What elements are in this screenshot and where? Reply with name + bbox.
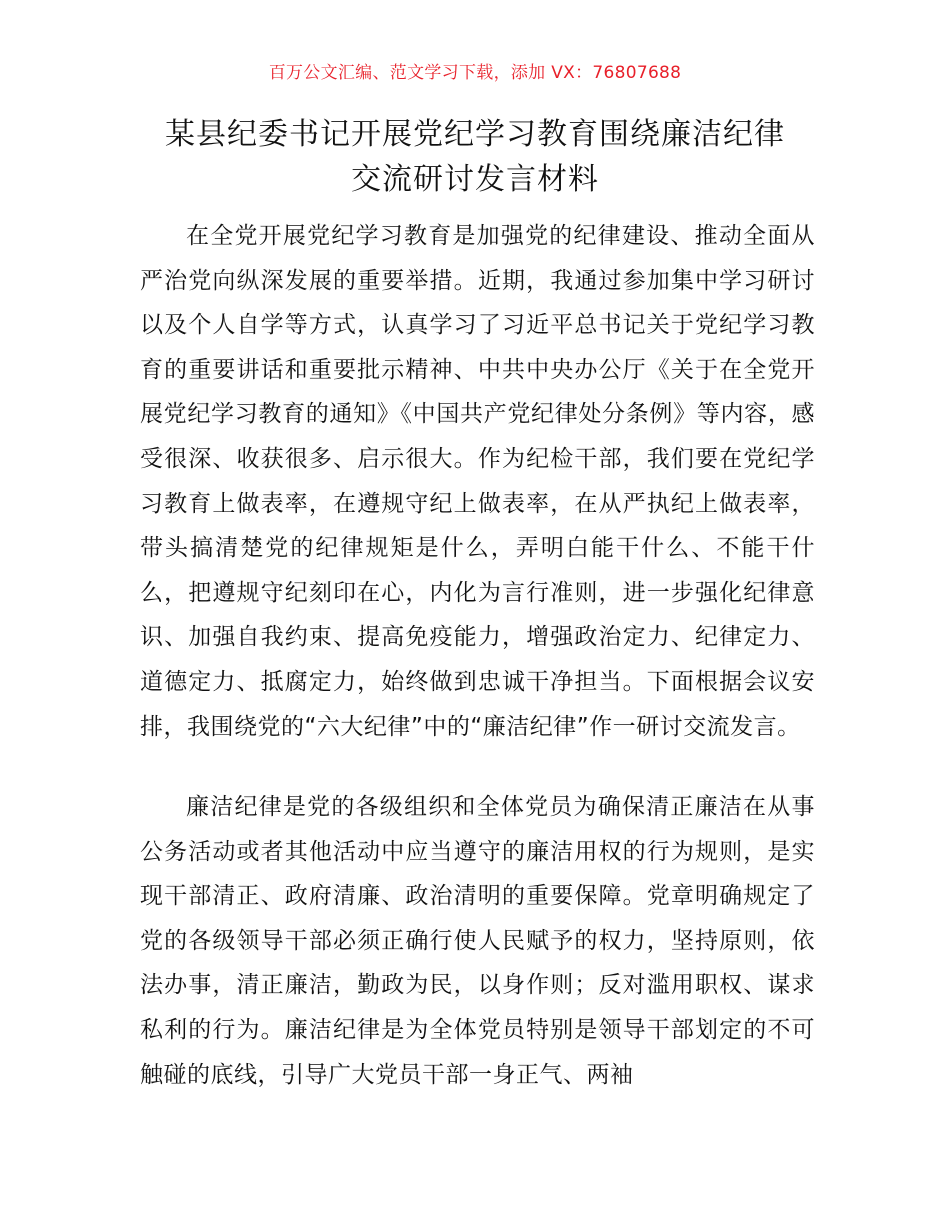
body-paragraph-2: 廉洁纪律是党的各级组织和全体党员为确保清正廉洁在从事公务活动或者其他活动中应当遵守的廉洁用权的行为规则，是实现干部清正、政府清廉、政治清明的重要保障。党章明确规定了党的各级领导干部必须正确行使人民赋予的权力，坚持原则，依法办事，清正廉洁，勤政为民，以身作则；反对滥用职权、谋求私利的行为。廉洁纪律是为全体党员特别是领导干部划定的不可触碰的底线，引导广大党员干部一身正气、两袖 xyxy=(140,794,815,1088)
header-watermark-note: 百万公文汇编、范文学习下载，添加 VX：76807688 xyxy=(268,63,682,83)
title-line-1: 某县纪委书记开展党纪学习教育围绕廉洁纪律 xyxy=(165,117,785,152)
title-line-2: 交流研讨发言材料 xyxy=(351,162,599,197)
document-title xyxy=(120,112,830,202)
body-paragraph-1: 在全党开展党纪学习教育是加强党的纪律建设、推动全面从严治党向纵深发展的重要举措。近期，我通过参加集中学习研讨以及个人自学等方式，认真学习了习近平总书记关于党纪学习教育的重要讲话和重要批示精神、中共中央办公厅《关于在全党开展党纪学习教育的通知》《中国共产党纪律处分条例》等内容，感受很深、收获很多、启示很大。作为纪检干部，我们要在党纪学习教育上做表率，在遵规守纪上做表率，在从严执纪上做表率，带头搞清楚党的纪律规矩是什么，弄明白能干什么、不能干什么，把遵规守纪刻印在心，内化为言行准则，进一步强化纪律意识、加强自我约束、提高免疫能力，增强政治定力、纪律定力、道德定力、抵腐定力，始终做到忠诚干净担当。下面根据会议安排，我围绕党的“六大纪律”中的“廉洁纪律”作一研讨交流发言。 xyxy=(140,223,815,740)
